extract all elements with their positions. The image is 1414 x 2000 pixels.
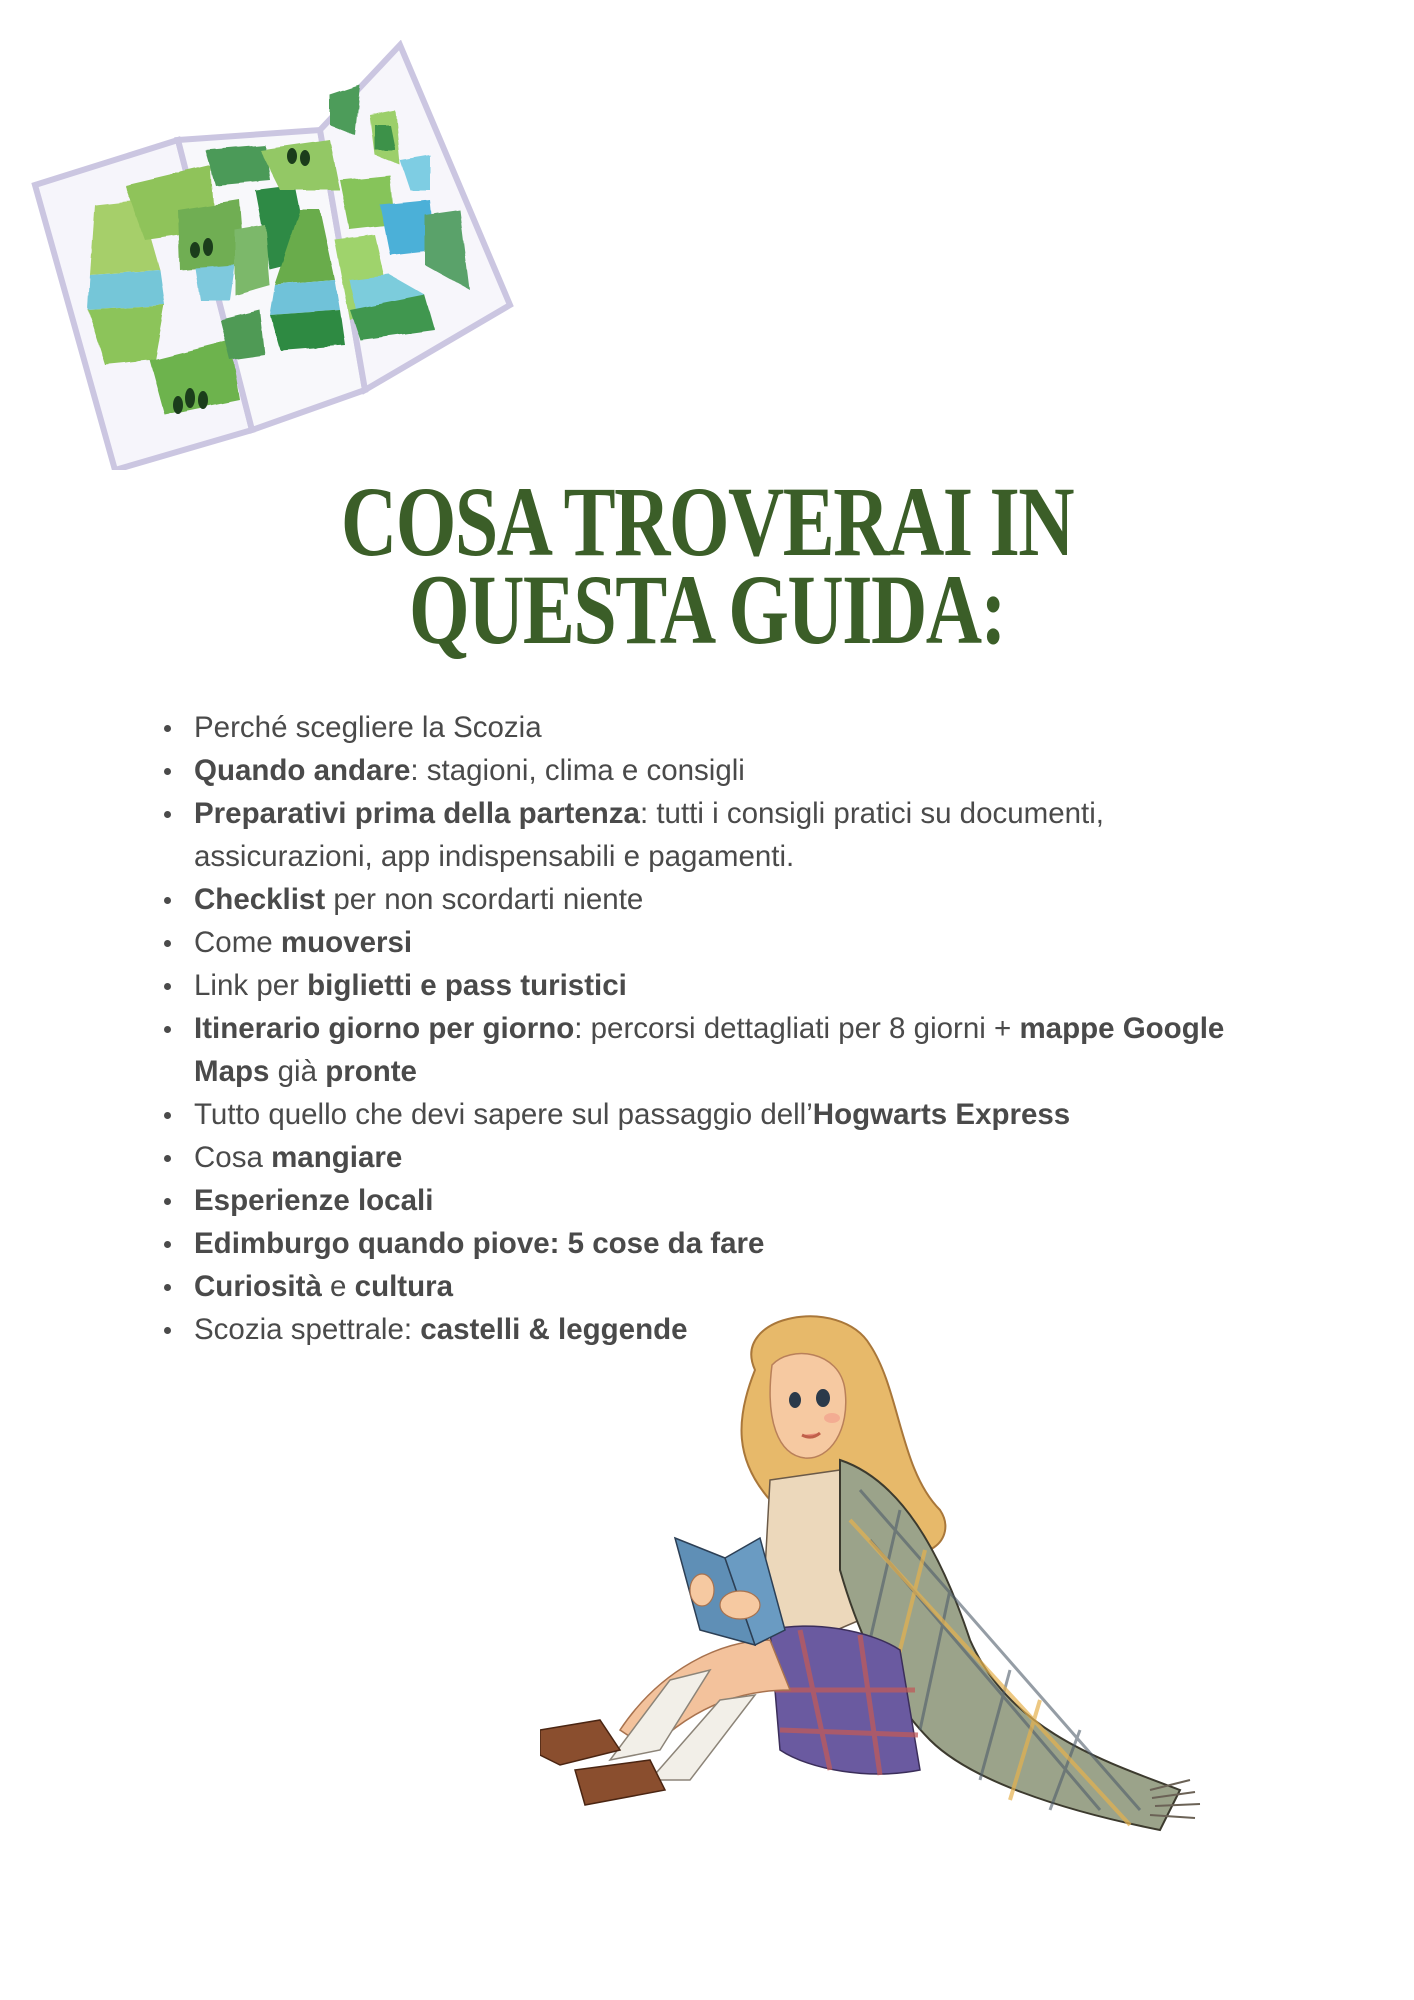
page-title-line-1: COSA TROVERAI IN	[340, 466, 1074, 577]
list-item	[194, 878, 1274, 921]
list-item	[194, 1265, 1274, 1308]
list-item-bold-text: castelli & leggende	[420, 1313, 688, 1346]
list-item-text: : tutti i consigli pratici su documenti, assicurazioni, app indispensabili e pagamenti.	[194, 797, 1104, 873]
shoe	[540, 1720, 620, 1765]
contents-list	[158, 706, 1274, 1351]
watercolor-map-icon	[30, 40, 530, 470]
list-item-text: Tutto quello che devi sapere sul passaggio dell’	[194, 1098, 813, 1131]
list-item	[194, 1179, 1274, 1222]
list-item-bold-text: muoversi	[280, 926, 413, 959]
list-item-bold-text: Edimburgo quando piove: 5 cose da fare	[194, 1227, 765, 1260]
list-item	[194, 921, 1274, 964]
page-title-line-2: QUESTA GUIDA:	[409, 554, 1005, 665]
list-item-text: Come	[194, 926, 281, 959]
list-item	[194, 1093, 1274, 1136]
face	[770, 1354, 846, 1459]
list-item-bold-text: pronte	[325, 1055, 417, 1088]
list-item-bold-text: Hogwarts Express	[812, 1098, 1071, 1131]
list-item	[194, 1222, 1274, 1265]
list-item	[194, 706, 1274, 749]
list-item-bold-text: Checklist	[194, 883, 326, 916]
list-item-text: per non scordarti niente	[325, 883, 644, 916]
list-item-text: : percorsi dettagliati per 8 giorni +	[574, 1012, 1020, 1045]
list-item-bold-text: Quando andare	[194, 754, 411, 787]
list-item-text: Scozia spettrale:	[194, 1313, 421, 1346]
list-item-bold-text: biglietti e pass turistici	[307, 969, 627, 1002]
list-item-text: e	[321, 1270, 355, 1303]
list-item-bold-text: mangiare	[271, 1141, 403, 1174]
list-item	[194, 964, 1274, 1007]
list-item-bold-text: Preparativi prima della partenza	[194, 797, 640, 830]
list-item-text: : stagioni, clima e consigli	[410, 754, 745, 787]
list-item-text: Perché scegliere la Scozia	[194, 711, 542, 744]
page-title	[0, 466, 1414, 665]
list-item-bold-text: Esperienze locali	[194, 1184, 434, 1217]
shoe	[575, 1760, 665, 1805]
list-item-text: Link per	[194, 969, 308, 1002]
list-item-bold-text: cultura	[354, 1270, 454, 1303]
list-item-bold-text: mappe Google Maps	[194, 1012, 1225, 1088]
list-item-text: già	[269, 1055, 326, 1088]
tartan-skirt	[770, 1626, 920, 1774]
list-item	[194, 749, 1274, 792]
list-item	[194, 792, 1274, 878]
list-item	[194, 1007, 1274, 1093]
girl-reading-illustration	[540, 1310, 1360, 1890]
list-item	[194, 1136, 1274, 1179]
list-item-bold-text: Curiosità	[194, 1270, 322, 1303]
list-item-text: Cosa	[194, 1141, 272, 1174]
list-item-bold-text: Itinerario giorno per giorno	[194, 1012, 575, 1045]
